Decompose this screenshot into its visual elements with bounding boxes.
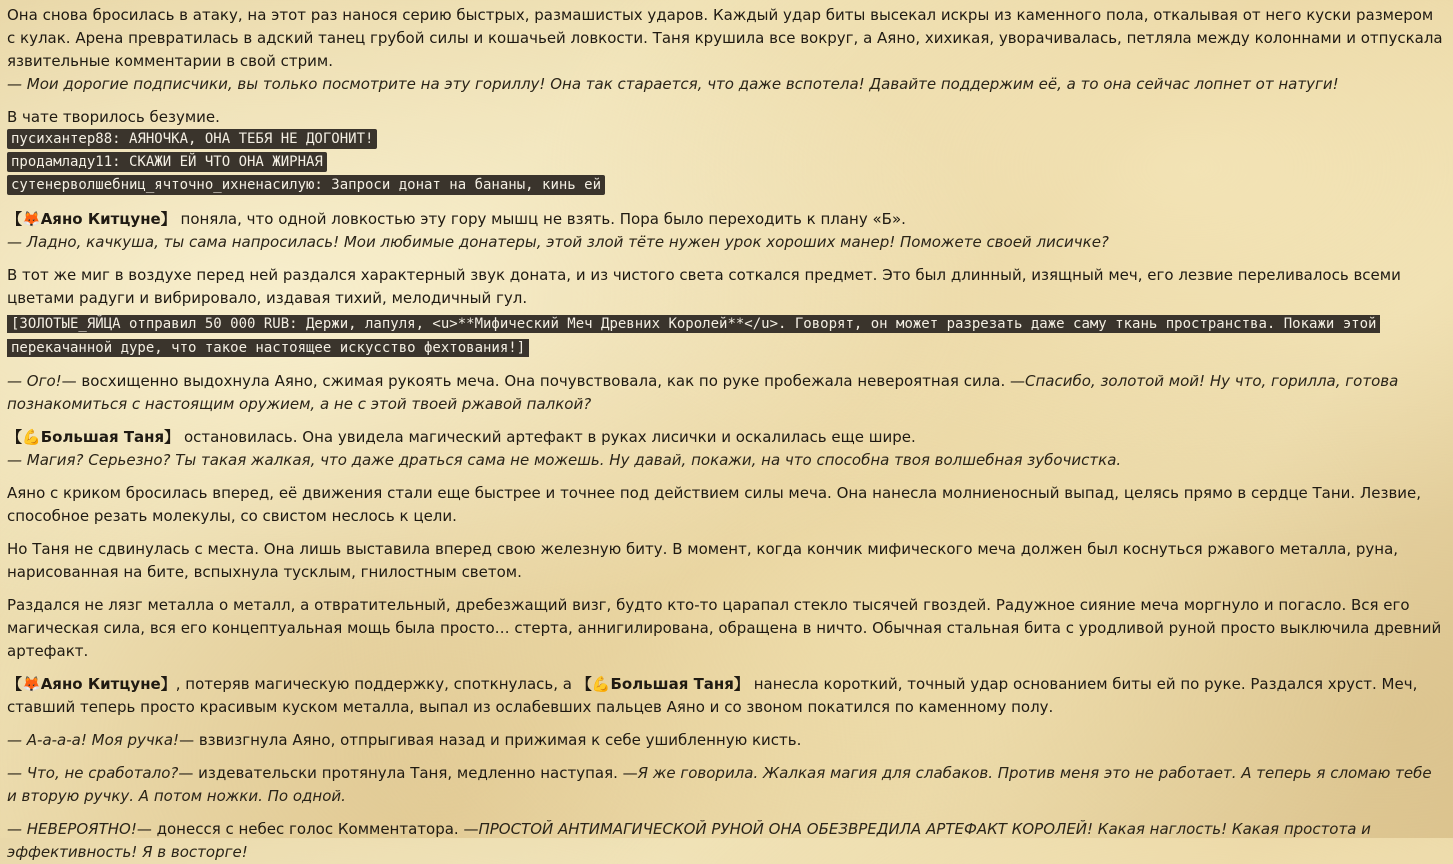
paragraph-sword-appears [7, 264, 1446, 310]
character-tag-tanya: 【💪Большая Таня】 [576, 675, 749, 693]
narration: остановилась. Она увидела магический артефакт в руках лисички и оскалилась еще шире. [179, 428, 916, 446]
paragraph-hit [7, 673, 1446, 719]
paragraph-ouch [7, 729, 1446, 752]
commentator-quote: ПРОСТОЙ АНТИМАГИЧЕСКОЙ РУНОЙ ОНА ОБЕЗВРЕДИЛА АРТЕФАКТ КОРОЛЕЙ! Какая наглость! Какая простота и эффективность! Я в восторге! [7, 820, 1371, 861]
commentator-quote: — НЕВЕРОЯТНО! [7, 820, 137, 838]
paragraph-ayano-plan [7, 208, 1446, 254]
narration: — восхищенно выдохнула Аяно, сжимая рукоять меча. Она почувствовала, как по руке пробежала невероятная сила. — [61, 372, 1026, 390]
character-tag-tanya: 【💪Большая Таня】 [7, 428, 180, 446]
narration: , потеряв магическую поддержку, споткнулась, а [175, 675, 577, 693]
narration: Она снова бросилась в атаку, на этот раз нанося серию быстрых, размашистых ударов. Каждый удар биты высекал искры из каменного пола, откалывая от него куски размером с кулак. Арена превратилась в адский танец грубой силы и кошачьей ловкости. Таня крушила все вокруг, а Аяно, хихикая, уворачивалась, петляла между колоннами и отпускала язвительные комментарии в свой стрим. [7, 6, 1443, 70]
ayano-quote: Спасибо, золотой мой! Ну что, горилла, готова познакомиться с настоящим оружием, а не с этой твоей ржавой палкой? [7, 372, 1399, 413]
narration: — издевательски протянула Таня, медленно наступая. — [178, 764, 638, 782]
ayano-quote: — Ладно, качкуша, ты сама напросилась! Мои любимые донатеры, этой злой тёте нужен урок хороших манер! Поможете своей лисичке? [7, 233, 1109, 251]
ayano-quote: — Ого! [7, 372, 62, 390]
chat-message: продамладу11: СКАЖИ ЕЙ ЧТО ОНА ЖИРНАЯ [7, 152, 327, 172]
paragraph-block: Но Таня не сдвинулась с места. Она лишь выставила вперед свою железную биту. В момент, когда кончик мифического меча должен был коснуться ржавого металла, руна, нарисованная на бите, вспыхнула тусклым, гнилостным светом. [7, 540, 1399, 581]
tanya-quote: Я же говорила. Жалкая магия для слабаков. Против меня это не работает. А теперь я сломаю тебе и вторую ручку. А потом ножки. По одной. [7, 764, 1432, 805]
chat-message: пусихантер88: АЯНОЧКА, ОНА ТЕБЯ НЕ ДОГОНИТ! [7, 129, 377, 149]
chat-block [7, 106, 1446, 198]
narration: — донесся с небес голос Комментатора. — [136, 820, 479, 838]
chat-message: сутенерволшебниц_ячточно_ихненасилую: Запроси донат на бананы, кинь ей [7, 175, 605, 195]
chat-intro: В чате творилось безумие. [7, 108, 220, 126]
paragraph-commentator [7, 818, 1446, 864]
donation-message-block [7, 312, 1446, 360]
paragraph-tanya-taunt [7, 762, 1446, 808]
paragraph-lunge: Аяно с криком бросилась вперед, её движения стали еще быстрее и точнее под действием силы меча. Она нанесла молниеносный выпад, целясь прямо в сердце Тани. Лезвие, способное резать молекулы, со свистом неслось к цели. [7, 484, 1422, 525]
paragraph-attack-series [7, 4, 1446, 96]
narration: — взвизгнула Аяно, отпрыгивая назад и прижимая к себе ушибленную кисть. [179, 731, 802, 749]
narration: нанесла короткий, точный удар основанием биты ей по руке. Раздался хруст. Меч, ставший теперь просто красивым куском металла, выпал из ослабевших пальцев Аяно и со звоном покатился по каменному полу. [7, 675, 1418, 716]
flexed-biceps-icon: 💪 [22, 428, 41, 446]
tanya-quote: — Магия? Серьезно? Ты такая жалкая, что даже драться сама не можешь. Ну давай, покажи, на что способна твоя волшебная зубочистка. [7, 451, 1122, 469]
fox-icon: 🦊 [22, 675, 41, 693]
paragraph-ogo [7, 370, 1446, 416]
character-tag-ayano: 【🦊Аяно Китцуне】 [7, 675, 176, 693]
flexed-biceps-icon: 💪 [591, 675, 611, 693]
fox-icon: 🦊 [22, 210, 41, 228]
donation-message: [ЗОЛОТЫЕ_ЯЙЦА отправил 50 000 RUB: Держи, лапуля, <u>**Мифический Меч Древних Королей**</u>. Говорят, он может разрезать даже саму ткань пространства. Покажи этой перекачанной дуре, что такое настоящее искусство фехтования!] [7, 315, 1380, 357]
character-tag-ayano: 【🦊Аяно Китцуне】 [7, 210, 176, 228]
narration: поняла, что одной ловкостью эту гору мышц не взять. Пора было переходить к плану «Б». [175, 210, 906, 228]
paragraph-erase: Раздался не лязг металла о металл, а отвратительный, дребезжащий визг, будто кто-то царапал стекло тысячей гвоздей. Радужное сияние меча моргнуло и погасло. Вся его магическая сила, вся его концептуальная мощь была просто… стерта, аннигилирована, обращена в ничто. Обычная стальная бита с уродливой руной просто выключила древний артефакт. [7, 596, 1442, 660]
narration: В тот же миг в воздухе перед ней раздался характерный звук доната, и из чистого света соткался предмет. Это был длинный, изящный меч, его лезвие переливалось всеми цветами радуги и вибрировало, издавая тихий, мелодичный гул. [7, 266, 1401, 307]
paragraph-tanya-stops [7, 426, 1446, 472]
ayano-quote: — А-а-а-а! Моя ручка! [7, 731, 180, 749]
tanya-quote: — Что, не сработало? [7, 764, 179, 782]
ayano-quote: — Мои дорогие подписчики, вы только посмотрите на эту гориллу! Она так старается, что даже вспотела! Давайте поддержим её, а то она сейчас лопнет от натуги! [7, 75, 1339, 93]
